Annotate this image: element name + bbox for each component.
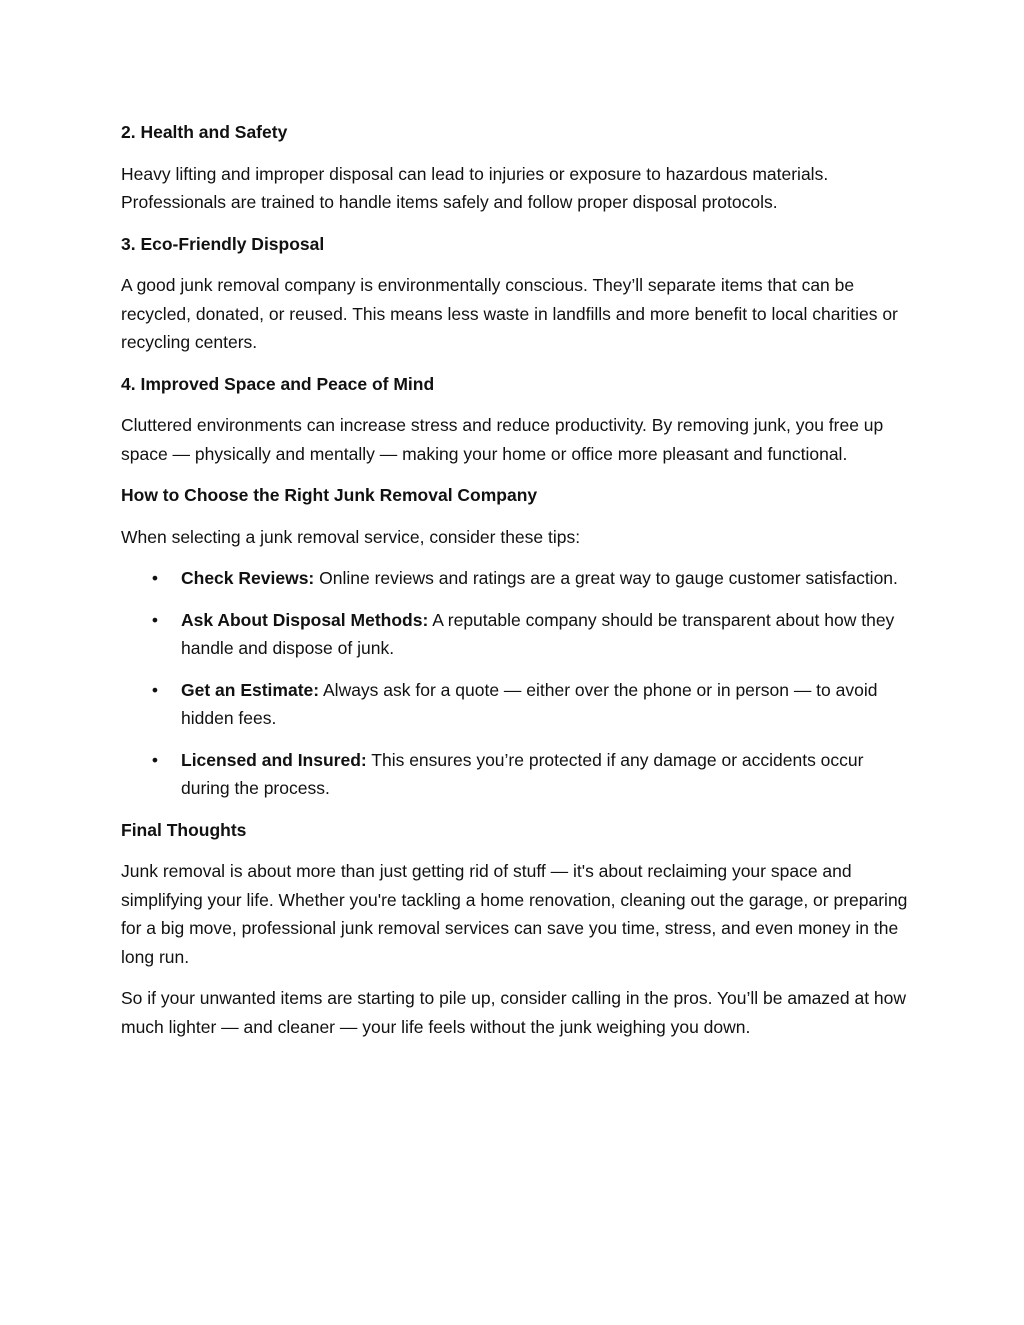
tips-list	[121, 564, 911, 803]
section-body-eco-friendly: A good junk removal company is environmentally conscious. They’ll separate items that can be recycled, donated, or reused. This means less waste in landfills and more benefit to local charities or recycling centers.	[121, 275, 898, 352]
tip-text: This ensures you’re protected if any damage or accidents occur during the process.	[181, 749, 864, 798]
bullet-icon: •	[151, 609, 159, 630]
bullet-icon: •	[151, 749, 159, 770]
tip-text: Online reviews and ratings are a great way to gauge customer satisfaction.	[314, 568, 898, 588]
list-item	[121, 606, 911, 663]
section-heading-health-safety: 2. Health and Safety	[121, 122, 288, 142]
tip-term: Check Reviews:	[181, 568, 315, 588]
tip-term: Licensed and Insured:	[181, 749, 367, 770]
tip-term: Get an Estimate:	[181, 679, 320, 700]
section-heading-how-to-choose: How to Choose the Right Junk Removal Company	[121, 485, 538, 505]
section-heading-eco-friendly: 3. Eco-Friendly Disposal	[121, 233, 325, 254]
section-body-final-thoughts-1: Junk removal is about more than just getting rid of stuff — it's about reclaiming your space and simplifying your life. Whether you're tackling a home renovation, cleaning out the garage, or preparing for a big move, professional junk removal services can save you time, stress, and even money in the long run.	[121, 861, 908, 967]
section-body-final-thoughts-2: So if your unwanted items are starting to pile up, consider calling in the pros. You’ll be amazed at how much lighter — and cleaner — your life feels without the junk weighing you down.	[121, 988, 907, 1037]
section-heading-final-thoughts: Final Thoughts	[121, 819, 247, 840]
list-item	[121, 746, 911, 803]
bullet-icon: •	[151, 679, 159, 700]
bullet-icon: •	[151, 568, 159, 588]
list-item	[121, 676, 911, 733]
section-body-health-safety: Heavy lifting and improper disposal can lead to injuries or exposure to hazardous materials. Professionals are trained to handle items safely and follow proper disposal protocols.	[121, 163, 829, 212]
tip-term: Ask About Disposal Methods:	[181, 609, 429, 630]
tip-text: Always ask for a quote — either over the phone or in person — to avoid hidden fees.	[181, 679, 878, 728]
section-intro-how-to-choose: When selecting a junk removal service, consider these tips:	[121, 526, 581, 547]
section-body-improved-space: Cluttered environments can increase stress and reduce productivity. By removing junk, you free up space — physically and mentally — making your home or office more pleasant and functional.	[121, 415, 884, 464]
list-item	[121, 564, 911, 593]
document-page	[121, 118, 911, 1054]
section-heading-improved-space: 4. Improved Space and Peace of Mind	[121, 373, 435, 394]
tip-text: A reputable company should be transparent about how they handle and dispose of junk.	[181, 609, 895, 658]
